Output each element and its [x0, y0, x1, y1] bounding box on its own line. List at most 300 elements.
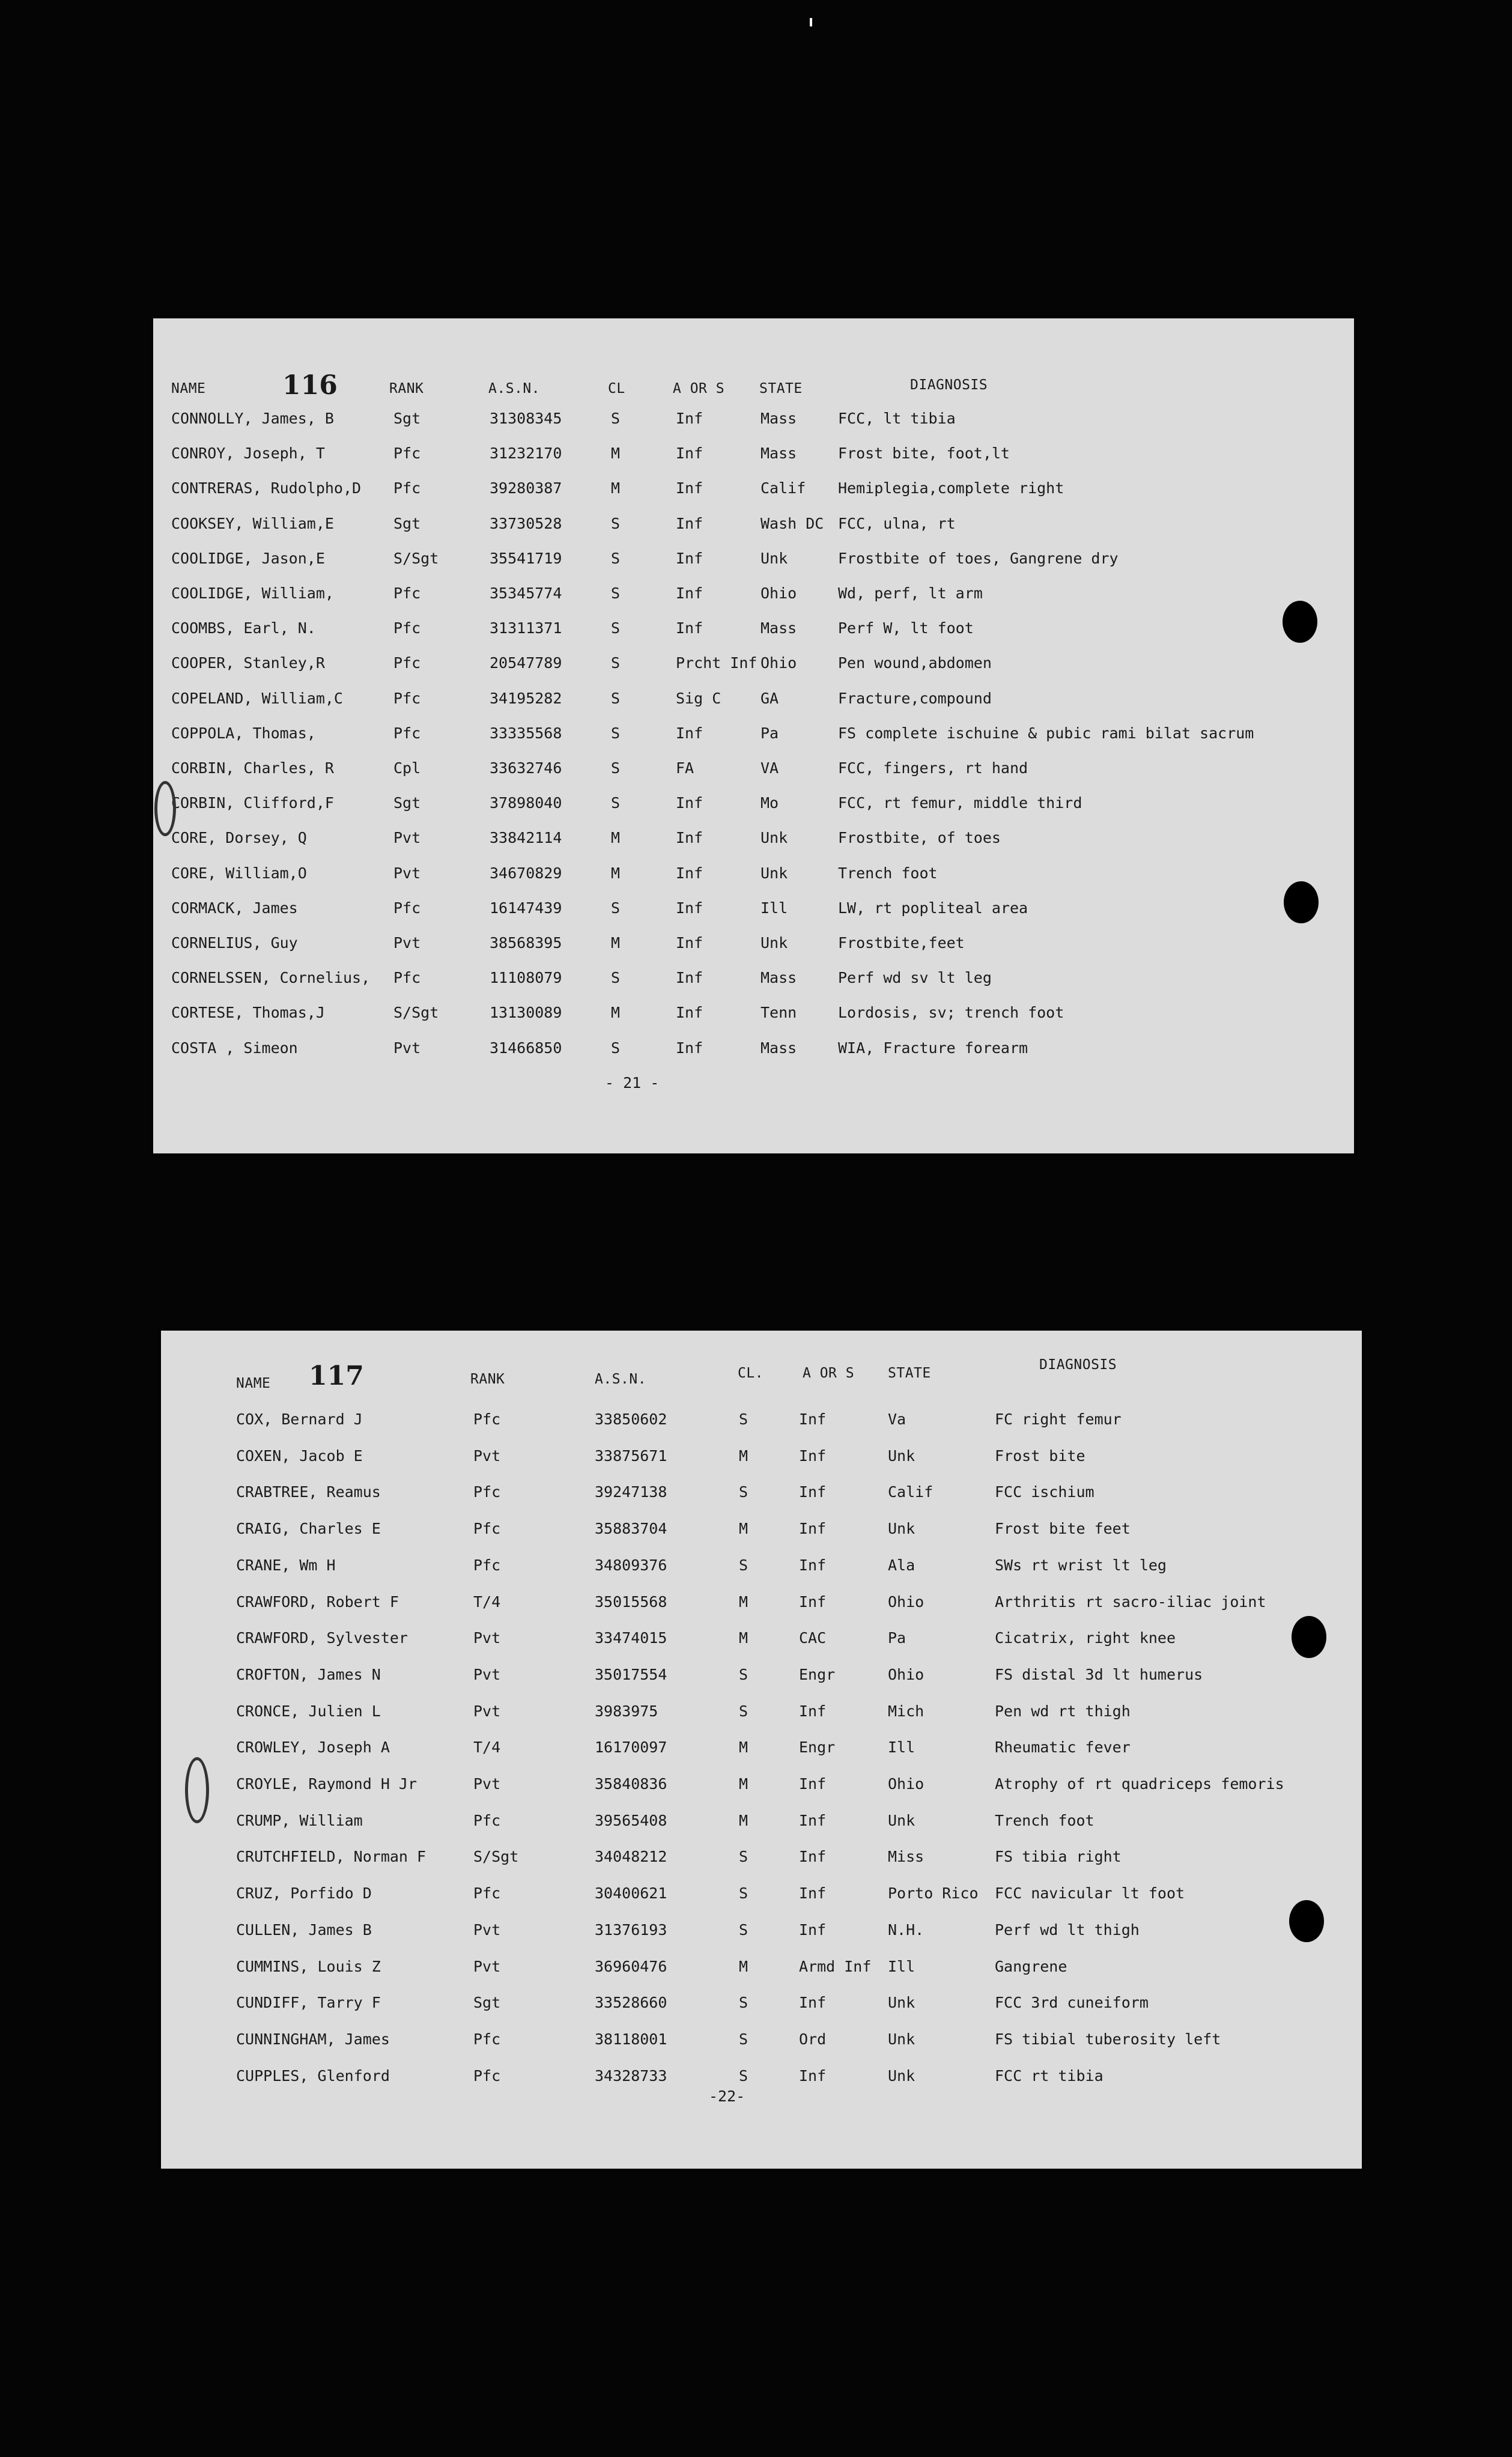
paper-clip-mark — [185, 1757, 209, 1823]
cell-asn: 31376193 — [595, 1921, 667, 1939]
cell-state: Unk — [888, 2030, 915, 2048]
cell-diagnosis: Frostbite, of toes — [838, 829, 1001, 846]
cell-aors: Inf — [676, 969, 703, 986]
cell-diagnosis: Perf W, lt foot — [838, 619, 974, 637]
cell-aors: FA — [676, 759, 694, 777]
cell-cl: S — [739, 1921, 748, 1939]
cell-rank: Pvt — [393, 864, 421, 882]
cell-state: Unk — [761, 829, 788, 846]
table-row — [161, 2030, 1362, 2055]
cell-state: Mass — [761, 619, 797, 637]
cell-asn: 16147439 — [490, 899, 562, 917]
cell-cl: M — [739, 1629, 748, 1647]
cell-rank: Pfc — [393, 690, 421, 707]
cell-cl: S — [739, 1666, 748, 1683]
cell-state: Porto Rico — [888, 1885, 979, 1902]
cell-cl: S — [739, 1885, 748, 1902]
roster-sheet-117 — [161, 1331, 1362, 2169]
cell-aors: Inf — [676, 1039, 703, 1057]
cell-state: Ala — [888, 1557, 915, 1574]
cell-asn: 39565408 — [595, 1812, 667, 1829]
cell-rank: Sgt — [393, 515, 421, 532]
table-row — [161, 1848, 1362, 1872]
cell-name: CUNDIFF, Tarry F — [236, 1994, 381, 2011]
punch-hole — [1292, 1616, 1326, 1658]
cell-diagnosis: Perf wd lt thigh — [995, 1921, 1140, 1939]
cell-diagnosis: FS tibial tuberosity left — [995, 2030, 1221, 2048]
cell-state: Mass — [761, 969, 797, 986]
cell-asn: 35883704 — [595, 1520, 667, 1537]
cell-asn: 13130089 — [490, 1004, 562, 1021]
cell-diagnosis: Frost bite, foot,lt — [838, 445, 1010, 462]
cell-aors: Inf — [799, 1593, 827, 1611]
cell-state: Unk — [761, 550, 788, 567]
cell-diagnosis: Hemiplegia,complete right — [838, 479, 1064, 497]
cell-diagnosis: FCC, rt femur, middle third — [838, 794, 1082, 812]
cell-rank: Pfc — [473, 2030, 501, 2048]
cell-state: Ill — [761, 899, 788, 917]
cell-rank: Sgt — [393, 410, 421, 427]
cell-state: Mo — [761, 794, 779, 812]
cell-name: CROFTON, James N — [236, 1666, 381, 1683]
cell-asn: 34195282 — [490, 690, 562, 707]
cell-cl: S — [611, 410, 621, 427]
cell-asn: 35015568 — [595, 1593, 667, 1611]
table-row — [153, 1039, 1354, 1063]
cell-diagnosis: FCC ischium — [995, 1483, 1095, 1501]
cell-asn: 33730528 — [490, 515, 562, 532]
table-row — [153, 969, 1354, 993]
cell-rank: Cpl — [393, 759, 421, 777]
cell-aors: Ord — [799, 2030, 827, 2048]
cell-rank: T/4 — [473, 1593, 501, 1611]
cell-state: Unk — [761, 934, 788, 952]
cell-state: Mass — [761, 410, 797, 427]
header-diagnosis: DIAGNOSIS — [1039, 1357, 1117, 1373]
cell-name: COOLIDGE, Jason,E — [171, 550, 325, 567]
table-row — [161, 1629, 1362, 1653]
cell-name: CORTESE, Thomas,J — [171, 1004, 325, 1021]
cell-rank: Pfc — [473, 1885, 501, 1902]
cell-cl: M — [611, 864, 621, 882]
cell-aors: Inf — [676, 934, 703, 952]
cell-cl: S — [611, 969, 621, 986]
paper-clip-mark — [154, 781, 176, 836]
cell-state: VA — [761, 759, 779, 777]
punch-hole — [1284, 881, 1319, 923]
cell-aors: Engr — [799, 1739, 836, 1756]
cell-diagnosis: WIA, Fracture forearm — [838, 1039, 1028, 1057]
cell-diagnosis: Arthritis rt sacro-iliac joint — [995, 1593, 1266, 1611]
cell-cl: S — [611, 899, 621, 917]
table-row — [161, 1775, 1362, 1799]
cell-diagnosis: FS distal 3d lt humerus — [995, 1666, 1203, 1683]
cell-name: CRAWFORD, Sylvester — [236, 1629, 408, 1647]
cell-cl: M — [739, 1520, 748, 1537]
cell-state: Ohio — [888, 1775, 925, 1793]
cell-name: COPPOLA, Thomas, — [171, 724, 316, 742]
cell-rank: Pvt — [473, 1666, 501, 1683]
cell-asn: 38568395 — [490, 934, 562, 952]
cell-name: CRUMP, William — [236, 1812, 363, 1829]
cell-name: CONNOLLY, James, B — [171, 410, 334, 427]
cell-cl: M — [611, 445, 621, 462]
cell-aors: Inf — [676, 445, 703, 462]
cell-aors: Inf — [799, 1885, 827, 1902]
cell-asn: 30400621 — [595, 1885, 667, 1902]
cell-diagnosis: Lordosis, sv; trench foot — [838, 1004, 1064, 1021]
cell-asn: 39280387 — [490, 479, 562, 497]
cell-name: CRUZ, Porfido D — [236, 1885, 372, 1902]
cell-rank: S/Sgt — [473, 1848, 519, 1865]
cell-cl: S — [739, 2067, 748, 2085]
cell-aors: Inf — [799, 1557, 827, 1574]
page-number: 117 — [309, 1361, 364, 1391]
cell-state: Mich — [888, 1702, 925, 1720]
cell-asn: 33842114 — [490, 829, 562, 846]
table-row — [153, 864, 1354, 888]
cell-asn: 20547789 — [490, 654, 562, 672]
cell-cl: M — [611, 829, 621, 846]
cell-aors: Inf — [799, 1411, 827, 1428]
cell-rank: Pfc — [393, 654, 421, 672]
cell-diagnosis: Pen wd rt thigh — [995, 1702, 1131, 1720]
page-number: 116 — [282, 370, 338, 401]
cell-cl: S — [611, 690, 621, 707]
cell-asn: 35840836 — [595, 1775, 667, 1793]
cell-aors: Sig C — [676, 690, 721, 707]
table-row — [161, 1702, 1362, 1727]
cell-name: CRONCE, Julien L — [236, 1702, 381, 1720]
cell-asn: 36960476 — [595, 1958, 667, 1975]
header-a-or-s: A OR S — [673, 381, 725, 396]
cell-diagnosis: FS complete ischuine & pubic rami bilat sacrum — [838, 724, 1254, 742]
cell-asn: 39247138 — [595, 1483, 667, 1501]
cell-rank: Pfc — [393, 724, 421, 742]
cell-asn: 37898040 — [490, 794, 562, 812]
cell-diagnosis: Fracture,compound — [838, 690, 992, 707]
cell-diagnosis: Trench foot — [838, 864, 938, 882]
cell-diagnosis: Gangrene — [995, 1958, 1067, 1975]
cell-asn: 31311371 — [490, 619, 562, 637]
cell-name: COOLIDGE, William, — [171, 585, 334, 602]
cell-name: COX, Bernard J — [236, 1411, 363, 1428]
table-row — [161, 1958, 1362, 1982]
cell-diagnosis: FC right femur — [995, 1411, 1122, 1428]
cell-state: Va — [888, 1411, 906, 1428]
cell-name: CRANE, Wm H — [236, 1557, 336, 1574]
header-asn: A.S.N. — [595, 1371, 647, 1387]
cell-asn: 31232170 — [490, 445, 562, 462]
cell-state: Wash DC — [761, 515, 824, 532]
cell-aors: Inf — [676, 829, 703, 846]
cell-diagnosis: FCC, lt tibia — [838, 410, 956, 427]
cell-cl: M — [739, 1812, 748, 1829]
cell-name: COPELAND, William,C — [171, 690, 343, 707]
cell-asn: 16170097 — [595, 1739, 667, 1756]
cell-asn: 34670829 — [490, 864, 562, 882]
cell-cl: M — [739, 1775, 748, 1793]
header-diagnosis: DIAGNOSIS — [910, 377, 988, 393]
cell-state: Ohio — [761, 585, 797, 602]
cell-aors: Inf — [799, 1994, 827, 2011]
cell-aors: Inf — [676, 899, 703, 917]
cell-cl: M — [611, 479, 621, 497]
cell-cl: S — [739, 1848, 748, 1865]
cell-state: Unk — [888, 1812, 915, 1829]
cell-name: CORNELSSEN, Cornelius, — [171, 969, 371, 986]
cell-aors: Inf — [676, 794, 703, 812]
cell-rank: Pfc — [473, 2067, 501, 2085]
cell-name: CUPPLES, Glenford — [236, 2067, 390, 2085]
table-row — [161, 1666, 1362, 1690]
cell-asn: 33875671 — [595, 1447, 667, 1465]
cell-aors: Inf — [799, 1702, 827, 1720]
cell-aors: Inf — [676, 619, 703, 637]
table-row — [161, 1885, 1362, 1909]
cell-asn: 38118001 — [595, 2030, 667, 2048]
cell-asn: 33850602 — [595, 1411, 667, 1428]
cell-state: Unk — [888, 1994, 915, 2011]
cell-asn: 11108079 — [490, 969, 562, 986]
header-asn: A.S.N. — [488, 381, 541, 396]
cell-cl: S — [739, 1702, 748, 1720]
cell-aors: Inf — [799, 1775, 827, 1793]
cell-state: Tenn — [761, 1004, 797, 1021]
cell-cl: S — [739, 1557, 748, 1574]
cell-aors: Inf — [799, 1520, 827, 1537]
cell-aors: Inf — [676, 864, 703, 882]
cell-asn: 33335568 — [490, 724, 562, 742]
cell-rank: Pfc — [393, 445, 421, 462]
table-row — [153, 794, 1354, 818]
cell-asn: 31466850 — [490, 1039, 562, 1057]
cell-rank: Pvt — [473, 1629, 501, 1647]
cell-asn: 31308345 — [490, 410, 562, 427]
table-row — [161, 1520, 1362, 1544]
table-row — [153, 829, 1354, 853]
cell-asn: 35345774 — [490, 585, 562, 602]
table-row — [161, 1921, 1362, 1945]
cell-rank: Pvt — [473, 1958, 501, 1975]
table-row — [153, 479, 1354, 503]
cell-cl: S — [611, 794, 621, 812]
cell-rank: Pfc — [393, 479, 421, 497]
cell-asn: 34048212 — [595, 1848, 667, 1865]
cell-state: Ill — [888, 1958, 915, 1975]
cell-cl: S — [611, 585, 621, 602]
cell-aors: Inf — [676, 724, 703, 742]
cell-state: Pa — [888, 1629, 906, 1647]
cell-name: CONROY, Joseph, T — [171, 445, 325, 462]
cell-state: Mass — [761, 1039, 797, 1057]
cell-rank: S/Sgt — [393, 550, 439, 567]
cell-aors: Inf — [676, 515, 703, 532]
table-row — [161, 2067, 1362, 2091]
table-row — [153, 445, 1354, 469]
table-row — [161, 1483, 1362, 1507]
cell-diagnosis: FS tibia right — [995, 1848, 1122, 1865]
cell-aors: Armd Inf — [799, 1958, 872, 1975]
cell-diagnosis: Atrophy of rt quadriceps femoris — [995, 1775, 1284, 1793]
cell-state: Calif — [761, 479, 806, 497]
cell-state: Ohio — [888, 1666, 925, 1683]
cell-cl: M — [739, 1593, 748, 1611]
header-a-or-s: A OR S — [803, 1365, 855, 1381]
cell-name: CRAIG, Charles E — [236, 1520, 381, 1537]
cell-rank: Pvt — [393, 1039, 421, 1057]
cell-aors: Engr — [799, 1666, 836, 1683]
cell-diagnosis: Wd, perf, lt arm — [838, 585, 983, 602]
header-rank: RANK — [389, 381, 424, 396]
table-row — [153, 515, 1354, 539]
cell-asn: 35017554 — [595, 1666, 667, 1683]
cell-name: CRABTREE, Reamus — [236, 1483, 381, 1501]
cell-rank: Pfc — [473, 1483, 501, 1501]
table-row — [153, 724, 1354, 749]
table-row — [153, 1004, 1354, 1028]
cell-asn: 34809376 — [595, 1557, 667, 1574]
cell-name: COOMBS, Earl, N. — [171, 619, 316, 637]
cell-rank: Pvt — [473, 1775, 501, 1793]
header-name: NAME — [236, 1376, 271, 1391]
cell-diagnosis: FCC rt tibia — [995, 2067, 1104, 2085]
cell-cl: S — [739, 1994, 748, 2011]
header-cl: CL — [608, 381, 625, 396]
roster-sheet-116 — [153, 318, 1354, 1153]
cell-state: Miss — [888, 1848, 925, 1865]
table-row — [161, 1447, 1362, 1471]
cell-rank: Pfc — [473, 1520, 501, 1537]
cell-state: Ill — [888, 1739, 915, 1756]
cell-rank: T/4 — [473, 1739, 501, 1756]
cell-cl: M — [611, 934, 621, 952]
cell-diagnosis: Rheumatic fever — [995, 1739, 1131, 1756]
cell-state: Mass — [761, 445, 797, 462]
table-row — [153, 759, 1354, 783]
cell-diagnosis: FCC navicular lt foot — [995, 1885, 1185, 1902]
cell-aors: Prcht Inf — [676, 654, 758, 672]
cell-cl: M — [739, 1739, 748, 1756]
cell-aors: Inf — [799, 1447, 827, 1465]
cell-cl: M — [611, 1004, 621, 1021]
cell-aors: Inf — [799, 1848, 827, 1865]
cell-diagnosis: FCC, fingers, rt hand — [838, 759, 1028, 777]
punch-hole — [1289, 1900, 1324, 1942]
cell-state: Unk — [888, 2067, 915, 2085]
cell-rank: Pfc — [393, 969, 421, 986]
cell-rank: Pfc — [473, 1557, 501, 1574]
cell-rank: S/Sgt — [393, 1004, 439, 1021]
cell-name: CRAWFORD, Robert F — [236, 1593, 399, 1611]
table-row — [161, 1557, 1362, 1581]
cell-state: N.H. — [888, 1921, 925, 1939]
cell-asn: 35541719 — [490, 550, 562, 567]
table-row — [153, 585, 1354, 609]
cell-state: Pa — [761, 724, 779, 742]
cell-rank: Pfc — [473, 1411, 501, 1428]
cell-cl: S — [611, 1039, 621, 1057]
table-row — [153, 654, 1354, 678]
cell-cl: S — [739, 1411, 748, 1428]
cell-cl: M — [739, 1447, 748, 1465]
cell-name: CORBIN, Clifford,F — [171, 794, 334, 812]
cell-name: CUNNINGHAM, James — [236, 2030, 390, 2048]
cell-diagnosis: Frost bite — [995, 1447, 1085, 1465]
table-row — [161, 1812, 1362, 1836]
cell-name: COXEN, Jacob E — [236, 1447, 363, 1465]
cell-cl: S — [611, 619, 621, 637]
cell-rank: Pfc — [393, 899, 421, 917]
header-rank: RANK — [470, 1371, 505, 1387]
table-row — [161, 1411, 1362, 1435]
cell-aors: Inf — [799, 1921, 827, 1939]
cell-name: CORMACK, James — [171, 899, 298, 917]
table-row — [161, 1994, 1362, 2018]
cell-name: CRUTCHFIELD, Norman F — [236, 1848, 427, 1865]
cell-name: CULLEN, James B — [236, 1921, 372, 1939]
table-row — [153, 899, 1354, 923]
cell-name: CUMMINS, Louis Z — [236, 1958, 381, 1975]
cell-diagnosis: Frostbite,feet — [838, 934, 965, 952]
cell-cl: S — [611, 724, 621, 742]
table-row — [153, 619, 1354, 643]
header-name: NAME — [171, 381, 206, 396]
header-state: STATE — [759, 381, 803, 396]
cell-diagnosis: FCC 3rd cuneiform — [995, 1994, 1149, 2011]
cell-diagnosis: LW, rt popliteal area — [838, 899, 1028, 917]
cell-name: CROYLE, Raymond H Jr — [236, 1775, 417, 1793]
cell-diagnosis: Pen wound,abdomen — [838, 654, 992, 672]
cell-rank: Pfc — [473, 1812, 501, 1829]
cell-diagnosis: SWs rt wrist lt leg — [995, 1557, 1167, 1574]
cell-cl: S — [739, 2030, 748, 2048]
cell-name: COOPER, Stanley,R — [171, 654, 325, 672]
cell-aors: CAC — [799, 1629, 827, 1647]
page-footer: -22- — [709, 2088, 745, 2105]
cell-rank: Pvt — [473, 1702, 501, 1720]
cell-state: Unk — [761, 864, 788, 882]
cell-rank: Pvt — [393, 829, 421, 846]
cell-state: Unk — [888, 1520, 915, 1537]
cell-aors: Inf — [676, 585, 703, 602]
cell-rank: Sgt — [393, 794, 421, 812]
cell-cl: S — [611, 515, 621, 532]
cell-name: COOKSEY, William,E — [171, 515, 334, 532]
cell-cl: S — [739, 1483, 748, 1501]
cell-diagnosis: FCC, ulna, rt — [838, 515, 956, 532]
table-row — [161, 1739, 1362, 1763]
cell-state: Ohio — [888, 1593, 925, 1611]
cell-name: CROWLEY, Joseph A — [236, 1739, 390, 1756]
cell-cl: S — [611, 759, 621, 777]
cell-rank: Pvt — [393, 934, 421, 952]
cell-aors: Inf — [676, 1004, 703, 1021]
header-cl: CL. — [738, 1365, 764, 1381]
cell-diagnosis: Trench foot — [995, 1812, 1095, 1829]
cell-aors: Inf — [799, 2067, 827, 2085]
cell-diagnosis: Perf wd sv lt leg — [838, 969, 992, 986]
table-row — [153, 550, 1354, 574]
cell-name: CONTRERAS, Rudolpho,D — [171, 479, 362, 497]
table-row — [153, 690, 1354, 714]
cell-rank: Pvt — [473, 1447, 501, 1465]
cell-asn: 33474015 — [595, 1629, 667, 1647]
cell-diagnosis: Cicatrix, right knee — [995, 1629, 1176, 1647]
cell-asn: 33632746 — [490, 759, 562, 777]
cell-aors: Inf — [676, 410, 703, 427]
cell-rank: Sgt — [473, 1994, 501, 2011]
